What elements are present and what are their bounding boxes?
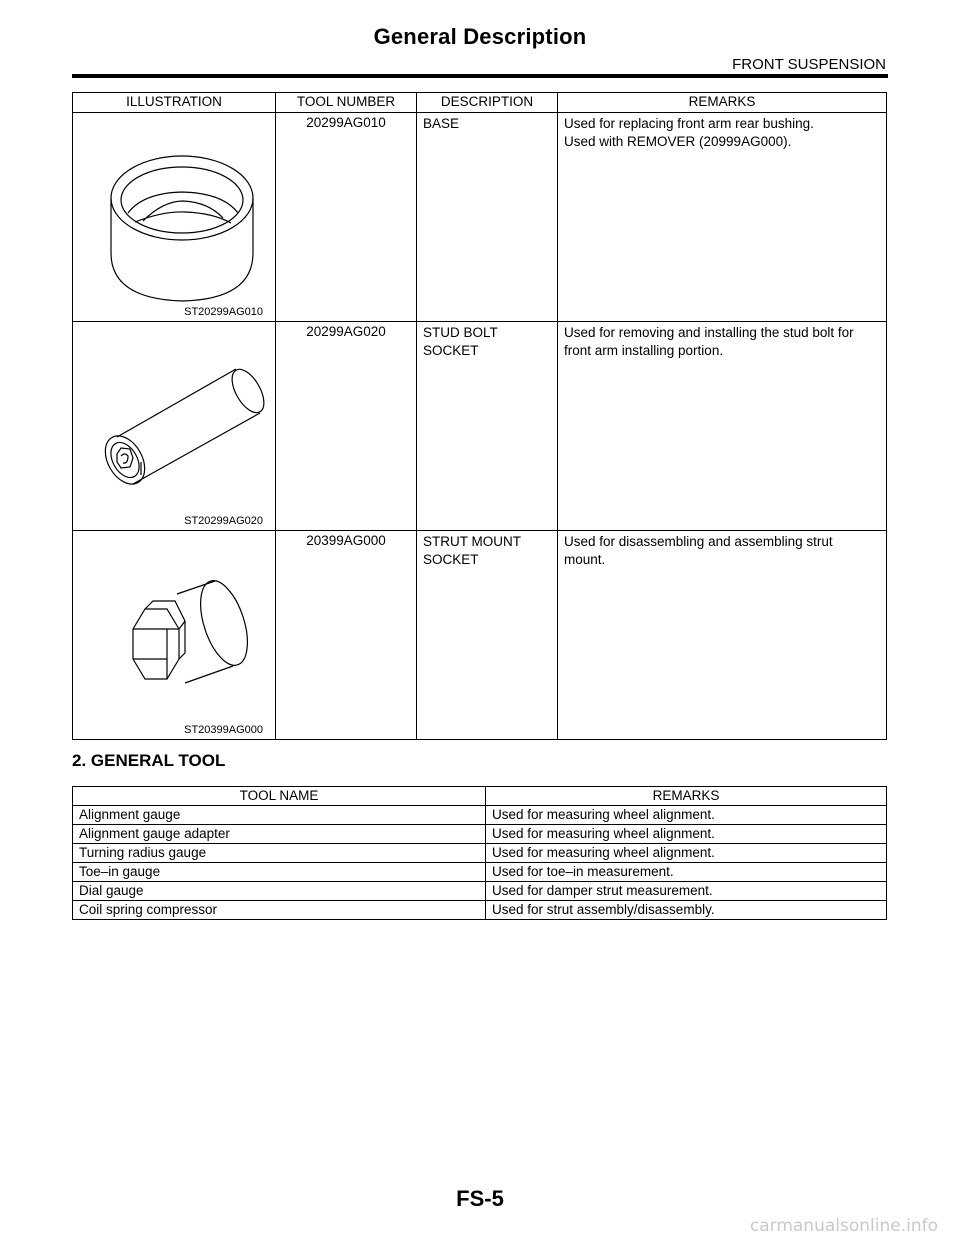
table-header-row [73,787,887,806]
section-heading: 2. GENERAL TOOL [72,751,226,770]
page-title: General Description [373,24,587,49]
tool-name: Alignment gauge [73,806,486,825]
table-header-row [73,93,887,113]
header-rule [72,74,888,78]
table-row [73,825,887,844]
column-header-tool-number: TOOL NUMBER [276,93,417,113]
tool-name: Coil spring compressor [73,901,486,920]
tool-remarks: Used for measuring wheel alignment. [486,844,887,863]
tool-number: 20299AG010 [276,113,417,322]
page-number: FS-5 [456,1186,504,1211]
description-line: STUD BOLT [423,325,498,340]
tool-name: Alignment gauge adapter [73,825,486,844]
description-line: SOCKET [423,552,479,567]
tool-description [417,113,558,322]
section-label: FRONT SUSPENSION [732,56,886,73]
table-row [73,863,887,882]
special-tools-table [72,92,887,740]
tool-remarks: Used for strut assembly/disassembly. [486,901,887,920]
tool-remarks: Used for measuring wheel alignment. [486,806,887,825]
table-row [73,844,887,863]
table-row [73,322,887,531]
strut-mount-socket-illustration [73,531,287,737]
tool-remarks [558,113,887,322]
table-row [73,531,887,740]
remarks-line: Used for replacing front arm rear bushing. [564,116,814,131]
tool-number: 20399AG000 [276,531,417,740]
remarks-line: front arm installing portion. [564,343,724,358]
tool-remarks: Used for measuring wheel alignment. [486,825,887,844]
column-header-tool-name: TOOL NAME [73,787,486,806]
illustration-code: ST20299AG010 [184,306,263,318]
table-row [73,882,887,901]
description-line: SOCKET [423,343,479,358]
tool-description [417,322,558,531]
base-tool-illustration [73,113,287,319]
illustration-cell [73,113,276,322]
illustration-code: ST20399AG000 [184,724,263,736]
watermark: carmanualsonline.info [749,1216,938,1236]
illustration-cell [73,322,276,531]
description-line: BASE [423,116,460,131]
tool-remarks [558,322,887,531]
tool-name: Turning radius gauge [73,844,486,863]
column-header-remarks: REMARKS [558,93,887,113]
remarks-line: Used for removing and installing the stud bolt for [564,325,854,340]
description-line: STRUT MOUNT [423,534,521,549]
tool-name: Toe–in gauge [73,863,486,882]
tool-number: 20299AG020 [276,322,417,531]
tool-remarks [558,531,887,740]
illustration-code: ST20299AG020 [184,515,263,527]
column-header-remarks: REMARKS [486,787,887,806]
remarks-line: mount. [564,552,606,567]
table-row [73,901,887,920]
column-header-illustration: ILLUSTRATION [73,93,276,113]
illustration-cell [73,531,276,740]
tool-name: Dial gauge [73,882,486,901]
remarks-line: Used with REMOVER (20999AG000). [564,134,792,149]
stud-bolt-socket-illustration [73,322,287,528]
tool-description [417,531,558,740]
remarks-line: Used for disassembling and assembling strut [564,534,833,549]
tool-remarks: Used for toe–in measurement. [486,863,887,882]
column-header-description: DESCRIPTION [417,93,558,113]
table-row [73,806,887,825]
general-tools-table [72,786,887,920]
table-row [73,113,887,322]
tool-remarks: Used for damper strut measurement. [486,882,887,901]
